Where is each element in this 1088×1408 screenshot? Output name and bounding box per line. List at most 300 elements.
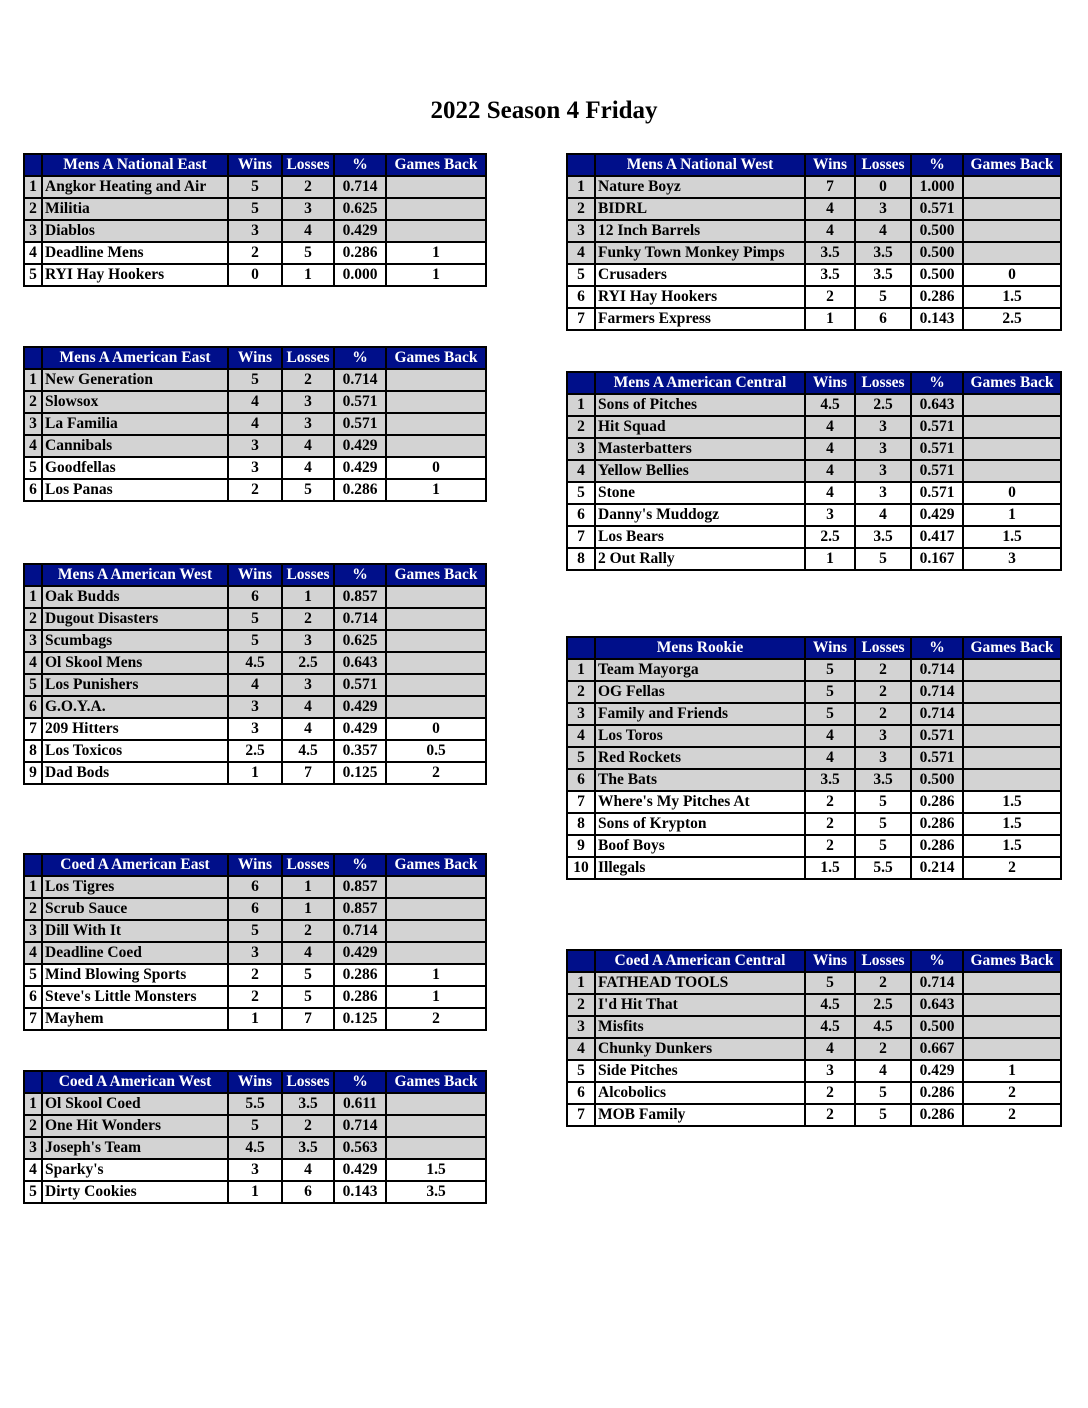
losses-cell: 5 [282, 242, 334, 264]
standings-table-mens-a-american-central [566, 371, 1062, 571]
team-name-cell: Los Panas [42, 479, 228, 501]
games-back-cell [963, 438, 1061, 460]
table-row [24, 740, 486, 762]
pct-cell: 0.857 [334, 876, 386, 898]
team-name-cell: Dirty Cookies [42, 1181, 228, 1203]
pct-cell: 0.286 [911, 1104, 963, 1126]
losses-cell: 5.5 [855, 857, 911, 879]
division-name: Mens A American East [42, 347, 228, 369]
standings-table-coed-a-american-west [23, 1070, 487, 1204]
losses-cell: 1 [282, 898, 334, 920]
table-row [24, 942, 486, 964]
games-back-cell: 3 [963, 548, 1061, 570]
games-back-cell [963, 198, 1061, 220]
games-back-cell: 1.5 [963, 286, 1061, 308]
wins-cell: 3 [228, 1159, 282, 1181]
division-name: Mens A American Central [595, 372, 805, 394]
table-row [24, 718, 486, 740]
games-back-header: Games Back [386, 564, 486, 586]
team-name-cell: Team Mayorga [595, 659, 805, 681]
wins-cell: 3 [228, 942, 282, 964]
rank-cell: 3 [567, 438, 595, 460]
table-row [24, 264, 486, 286]
rank-cell: 1 [24, 176, 42, 198]
table-row [567, 438, 1061, 460]
losses-cell: 4 [855, 1060, 911, 1082]
rank-cell: 5 [24, 1181, 42, 1203]
games-back-cell [386, 652, 486, 674]
pct-cell: 0.286 [334, 986, 386, 1008]
rank-cell: 8 [567, 548, 595, 570]
rank-cell: 5 [567, 264, 595, 286]
team-name-cell: Yellow Bellies [595, 460, 805, 482]
table-row [24, 964, 486, 986]
pct-cell: 0.429 [334, 457, 386, 479]
table-row [567, 220, 1061, 242]
team-name-cell: Joseph's Team [42, 1137, 228, 1159]
wins-cell: 5 [228, 369, 282, 391]
wins-cell: 1 [228, 1008, 282, 1030]
table-row [567, 1104, 1061, 1126]
wins-cell: 5 [805, 659, 855, 681]
wins-cell: 5 [228, 1115, 282, 1137]
table-row [567, 994, 1061, 1016]
table-row [567, 972, 1061, 994]
wins-cell: 3 [228, 457, 282, 479]
team-name-cell: Angkor Heating and Air [42, 176, 228, 198]
table-header-row [567, 950, 1061, 972]
wins-header: Wins [228, 854, 282, 876]
losses-cell: 5 [855, 1082, 911, 1104]
wins-cell: 4 [805, 482, 855, 504]
table-row [24, 391, 486, 413]
losses-cell: 1 [282, 876, 334, 898]
wins-header: Wins [805, 637, 855, 659]
wins-cell: 6 [228, 876, 282, 898]
rank-cell: 7 [567, 526, 595, 548]
losses-cell: 2.5 [855, 394, 911, 416]
losses-header: Losses [855, 372, 911, 394]
wins-cell: 5.5 [228, 1093, 282, 1115]
games-back-cell: 3.5 [386, 1181, 486, 1203]
losses-cell: 6 [282, 1181, 334, 1203]
losses-cell: 0 [855, 176, 911, 198]
table-row [567, 791, 1061, 813]
table-row [24, 652, 486, 674]
team-name-cell: Hit Squad [595, 416, 805, 438]
games-back-cell [963, 659, 1061, 681]
table-row [567, 725, 1061, 747]
team-name-cell: Dill With It [42, 920, 228, 942]
wins-cell: 5 [805, 972, 855, 994]
games-back-header: Games Back [963, 637, 1061, 659]
losses-cell: 2.5 [855, 994, 911, 1016]
losses-cell: 5 [282, 479, 334, 501]
team-name-cell: Side Pitches [595, 1060, 805, 1082]
games-back-cell [963, 416, 1061, 438]
team-name-cell: Sons of Krypton [595, 813, 805, 835]
rank-cell: 2 [24, 391, 42, 413]
table-row [567, 1060, 1061, 1082]
losses-header: Losses [282, 154, 334, 176]
wins-cell: 1 [228, 762, 282, 784]
losses-header: Losses [282, 564, 334, 586]
wins-cell: 2 [228, 242, 282, 264]
rank-cell: 2 [567, 994, 595, 1016]
wins-cell: 4 [805, 460, 855, 482]
table-row [567, 1082, 1061, 1104]
table-row [567, 460, 1061, 482]
team-name-cell: Ol Skool Coed [42, 1093, 228, 1115]
rank-cell: 1 [567, 394, 595, 416]
pct-cell: 0.625 [334, 198, 386, 220]
losses-cell: 3 [282, 630, 334, 652]
wins-cell: 5 [228, 920, 282, 942]
team-name-cell: New Generation [42, 369, 228, 391]
pct-header: % [334, 154, 386, 176]
team-name-cell: I'd Hit That [595, 994, 805, 1016]
pct-header: % [911, 372, 963, 394]
pct-cell: 0.571 [334, 413, 386, 435]
pct-cell: 0.417 [911, 526, 963, 548]
table-row [24, 1137, 486, 1159]
team-name-cell: Boof Boys [595, 835, 805, 857]
losses-cell: 4 [282, 457, 334, 479]
rank-cell: 6 [567, 1082, 595, 1104]
wins-cell: 2 [805, 791, 855, 813]
games-back-cell [386, 1115, 486, 1137]
pct-cell: 0.714 [334, 920, 386, 942]
games-back-cell: 2 [963, 857, 1061, 879]
rank-cell: 1 [24, 586, 42, 608]
wins-cell: 4.5 [805, 994, 855, 1016]
wins-cell: 2 [805, 813, 855, 835]
team-name-cell: Ol Skool Mens [42, 652, 228, 674]
games-back-cell: 2.5 [963, 308, 1061, 330]
pct-cell: 0.643 [911, 394, 963, 416]
rank-cell: 4 [24, 1159, 42, 1181]
rank-header [24, 154, 42, 176]
pct-cell: 0.571 [334, 391, 386, 413]
losses-cell: 5 [855, 286, 911, 308]
games-back-cell [963, 681, 1061, 703]
losses-header: Losses [282, 854, 334, 876]
wins-cell: 3.5 [805, 769, 855, 791]
games-back-cell: 0 [963, 482, 1061, 504]
losses-header: Losses [282, 347, 334, 369]
team-name-cell: Dad Bods [42, 762, 228, 784]
pct-cell: 0.286 [911, 286, 963, 308]
games-back-cell: 1.5 [963, 835, 1061, 857]
losses-cell: 3 [855, 416, 911, 438]
rank-cell: 7 [24, 1008, 42, 1030]
wins-cell: 4.5 [805, 394, 855, 416]
losses-cell: 3 [855, 747, 911, 769]
team-name-cell: Scrub Sauce [42, 898, 228, 920]
team-name-cell: Alcobolics [595, 1082, 805, 1104]
games-back-cell: 1.5 [386, 1159, 486, 1181]
wins-cell: 7 [805, 176, 855, 198]
games-back-cell [386, 942, 486, 964]
losses-cell: 6 [855, 308, 911, 330]
rank-cell: 9 [567, 835, 595, 857]
standings-table-mens-a-national-east [23, 153, 487, 287]
games-back-header: Games Back [963, 950, 1061, 972]
losses-cell: 3 [282, 674, 334, 696]
games-back-cell [963, 1016, 1061, 1038]
games-back-cell: 0 [963, 264, 1061, 286]
losses-cell: 4 [282, 718, 334, 740]
losses-cell: 3.5 [282, 1137, 334, 1159]
pct-cell: 0.286 [911, 813, 963, 835]
games-back-cell [386, 220, 486, 242]
table-header-row [567, 372, 1061, 394]
games-back-cell [386, 176, 486, 198]
wins-header: Wins [228, 154, 282, 176]
rank-header [567, 154, 595, 176]
table-row [567, 857, 1061, 879]
pct-cell: 0.563 [334, 1137, 386, 1159]
team-name-cell: Illegals [595, 857, 805, 879]
pct-cell: 0.357 [334, 740, 386, 762]
games-back-cell: 1.5 [963, 813, 1061, 835]
pct-cell: 0.429 [334, 1159, 386, 1181]
wins-cell: 4 [805, 416, 855, 438]
pct-cell: 0.429 [911, 504, 963, 526]
rank-cell: 3 [24, 1137, 42, 1159]
division-name: Mens A American West [42, 564, 228, 586]
wins-cell: 5 [228, 198, 282, 220]
losses-cell: 2 [855, 703, 911, 725]
table-row [24, 674, 486, 696]
wins-cell: 2 [805, 1082, 855, 1104]
pct-cell: 0.714 [911, 972, 963, 994]
table-row [567, 176, 1061, 198]
pct-cell: 0.500 [911, 1016, 963, 1038]
rank-cell: 3 [567, 220, 595, 242]
losses-cell: 3 [282, 198, 334, 220]
team-name-cell: Misfits [595, 1016, 805, 1038]
division-name: Coed A American West [42, 1071, 228, 1093]
team-name-cell: One Hit Wonders [42, 1115, 228, 1137]
wins-cell: 4 [805, 725, 855, 747]
table-row [24, 220, 486, 242]
rank-header [24, 347, 42, 369]
wins-cell: 5 [228, 608, 282, 630]
team-name-cell: Funky Town Monkey Pimps [595, 242, 805, 264]
table-row [24, 435, 486, 457]
games-back-header: Games Back [963, 372, 1061, 394]
games-back-cell [386, 413, 486, 435]
rank-header [567, 372, 595, 394]
rank-cell: 4 [567, 460, 595, 482]
pct-cell: 0.286 [911, 835, 963, 857]
pct-cell: 0.286 [334, 964, 386, 986]
division-name: Mens Rookie [595, 637, 805, 659]
rank-cell: 6 [567, 504, 595, 526]
team-name-cell: Chunky Dunkers [595, 1038, 805, 1060]
team-name-cell: Deadline Coed [42, 942, 228, 964]
losses-cell: 2 [855, 1038, 911, 1060]
games-back-cell [963, 394, 1061, 416]
wins-cell: 3.5 [805, 264, 855, 286]
standings-table-coed-a-american-central [566, 949, 1062, 1127]
losses-cell: 2 [855, 972, 911, 994]
table-row [567, 835, 1061, 857]
rank-cell: 5 [567, 482, 595, 504]
pct-header: % [911, 950, 963, 972]
rank-cell: 7 [567, 1104, 595, 1126]
games-back-cell: 0 [386, 718, 486, 740]
table-header-row [567, 154, 1061, 176]
rank-header [567, 950, 595, 972]
table-row [24, 176, 486, 198]
wins-cell: 2 [228, 964, 282, 986]
losses-cell: 3 [282, 413, 334, 435]
pct-cell: 0.857 [334, 586, 386, 608]
losses-cell: 2 [282, 176, 334, 198]
wins-cell: 3 [228, 220, 282, 242]
games-back-cell [386, 391, 486, 413]
wins-cell: 5 [228, 630, 282, 652]
pct-cell: 0.214 [911, 857, 963, 879]
team-name-cell: Danny's Muddogz [595, 504, 805, 526]
pct-cell: 0.571 [911, 482, 963, 504]
games-back-cell [386, 674, 486, 696]
table-row [567, 308, 1061, 330]
wins-cell: 2 [805, 835, 855, 857]
wins-header: Wins [805, 950, 855, 972]
team-name-cell: Oak Budds [42, 586, 228, 608]
games-back-cell: 1.5 [963, 791, 1061, 813]
team-name-cell: 12 Inch Barrels [595, 220, 805, 242]
losses-cell: 3 [282, 391, 334, 413]
pct-cell: 0.714 [911, 659, 963, 681]
pct-cell: 0.714 [334, 176, 386, 198]
wins-cell: 4 [228, 674, 282, 696]
table-row [24, 242, 486, 264]
rank-cell: 1 [567, 176, 595, 198]
rank-cell: 4 [567, 725, 595, 747]
wins-cell: 4.5 [228, 1137, 282, 1159]
wins-cell: 4 [228, 391, 282, 413]
pct-cell: 0.500 [911, 242, 963, 264]
losses-cell: 4 [282, 220, 334, 242]
rank-cell: 3 [24, 920, 42, 942]
table-row [567, 703, 1061, 725]
pct-cell: 0.286 [334, 242, 386, 264]
games-back-cell: 0.5 [386, 740, 486, 762]
table-header-row [24, 854, 486, 876]
team-name-cell: Militia [42, 198, 228, 220]
pct-cell: 0.429 [911, 1060, 963, 1082]
pct-cell: 1.000 [911, 176, 963, 198]
rank-cell: 2 [24, 608, 42, 630]
team-name-cell: 2 Out Rally [595, 548, 805, 570]
pct-cell: 0.429 [334, 696, 386, 718]
games-back-cell: 2 [963, 1104, 1061, 1126]
losses-cell: 3 [855, 198, 911, 220]
losses-cell: 2 [282, 1115, 334, 1137]
pct-cell: 0.571 [911, 725, 963, 747]
games-back-cell: 1 [386, 479, 486, 501]
table-row [24, 198, 486, 220]
rank-cell: 2 [24, 898, 42, 920]
pct-cell: 0.125 [334, 1008, 386, 1030]
losses-cell: 2 [855, 659, 911, 681]
games-back-cell: 0 [386, 457, 486, 479]
table-row [24, 586, 486, 608]
pct-cell: 0.714 [334, 1115, 386, 1137]
wins-cell: 4 [805, 747, 855, 769]
wins-cell: 3.5 [805, 242, 855, 264]
table-row [567, 526, 1061, 548]
games-back-cell [386, 198, 486, 220]
rank-cell: 5 [567, 1060, 595, 1082]
wins-cell: 1 [228, 1181, 282, 1203]
team-name-cell: Sparky's [42, 1159, 228, 1181]
team-name-cell: Farmers Express [595, 308, 805, 330]
rank-cell: 4 [24, 942, 42, 964]
pct-cell: 0.500 [911, 769, 963, 791]
table-row [567, 394, 1061, 416]
table-row [567, 482, 1061, 504]
table-row [567, 264, 1061, 286]
games-back-cell [386, 696, 486, 718]
games-back-header: Games Back [386, 154, 486, 176]
games-back-cell: 1 [386, 264, 486, 286]
losses-cell: 4 [855, 504, 911, 526]
wins-cell: 4 [805, 198, 855, 220]
team-name-cell: Los Bears [595, 526, 805, 548]
table-row [567, 504, 1061, 526]
pct-cell: 0.714 [911, 703, 963, 725]
losses-cell: 3.5 [855, 264, 911, 286]
pct-cell: 0.571 [911, 416, 963, 438]
wins-cell: 4.5 [805, 1016, 855, 1038]
pct-header: % [334, 564, 386, 586]
losses-cell: 2 [855, 681, 911, 703]
pct-cell: 0.125 [334, 762, 386, 784]
pct-cell: 0.000 [334, 264, 386, 286]
wins-cell: 6 [228, 586, 282, 608]
losses-cell: 4.5 [282, 740, 334, 762]
pct-cell: 0.714 [911, 681, 963, 703]
team-name-cell: Family and Friends [595, 703, 805, 725]
pct-cell: 0.643 [911, 994, 963, 1016]
losses-header: Losses [282, 1071, 334, 1093]
pct-header: % [334, 854, 386, 876]
wins-cell: 1 [805, 548, 855, 570]
rank-cell: 6 [567, 769, 595, 791]
rank-cell: 1 [24, 1093, 42, 1115]
rank-cell: 8 [24, 740, 42, 762]
table-row [567, 769, 1061, 791]
team-name-cell: Crusaders [595, 264, 805, 286]
wins-cell: 4 [805, 1038, 855, 1060]
table-header-row [24, 347, 486, 369]
games-back-cell [963, 176, 1061, 198]
team-name-cell: FATHEAD TOOLS [595, 972, 805, 994]
losses-cell: 7 [282, 762, 334, 784]
wins-header: Wins [805, 372, 855, 394]
table-row [24, 762, 486, 784]
team-name-cell: Diablos [42, 220, 228, 242]
table-row [567, 681, 1061, 703]
team-name-cell: Mayhem [42, 1008, 228, 1030]
rank-header [567, 637, 595, 659]
rank-cell: 10 [567, 857, 595, 879]
